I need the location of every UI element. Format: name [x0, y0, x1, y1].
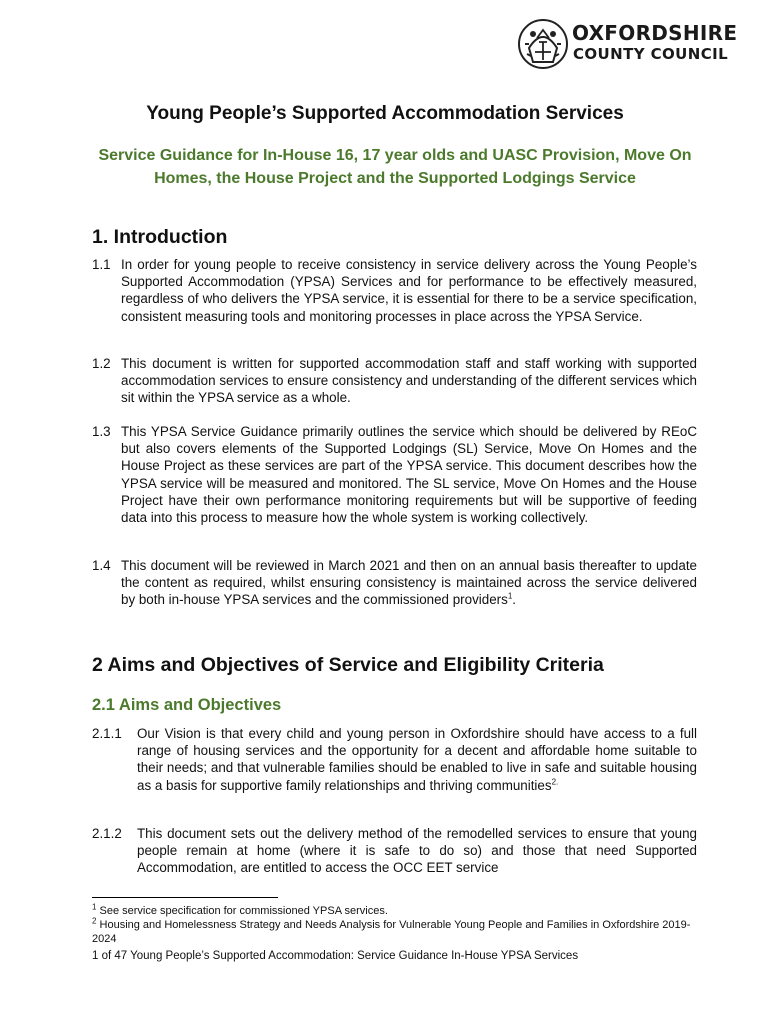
paragraph-body: Our Vision is that every child and young person in Oxfordshire should have access to a full range of housing services and the opportunity for a decent and affordable home suitable to their needs; and that vulnerable families should be enabled to live in safe and suitable housing as a basis for supportive family relationships and thriving communities — [137, 726, 697, 793]
footnote-ref: 1 — [507, 591, 513, 601]
paragraph-body: This document will be reviewed in March 2021 and then on an annual basis thereafter to update the content as required, whilst ensuring consistency is maintained across the service delivered by both in-house YPSA services and the commissioned providers — [121, 558, 697, 608]
paragraph-number: 1.1 — [92, 257, 111, 272]
paragraph-text: This document sets out the delivery method of the remodelled services to ensure that young people remain at home (where it is safe to do so) and those that need Supported Accommodation, are entitled to access the OCC EET service — [137, 826, 697, 876]
paragraph-1-3 — [92, 423, 697, 526]
footnote-1 — [92, 902, 704, 919]
page-footer: 1 of 47 Young People’s Supported Accommodation: Service Guidance In-House YPSA Services — [92, 950, 579, 962]
paragraph-text — [121, 557, 697, 609]
footnote-divider — [92, 897, 278, 898]
paragraph-1-1 — [92, 256, 697, 325]
paragraph-text — [137, 725, 697, 794]
section-2-heading: 2 Aims and Objectives of Service and Eligibility Criteria — [92, 654, 604, 676]
footnote-mark: 2 — [92, 916, 97, 926]
footnote-2 — [92, 916, 704, 946]
section-2-1-heading: 2.1 Aims and Objectives — [92, 696, 282, 714]
footnote-mark: 1 — [92, 902, 97, 912]
paragraph-number: 1.2 — [92, 356, 111, 371]
paragraph-number: 1.3 — [92, 424, 111, 439]
council-crest-icon — [517, 18, 569, 70]
footnote-text: See service specification for commissioned YPSA services. — [96, 905, 388, 917]
paragraph-number: 2.1.1 — [92, 726, 122, 741]
paragraph-number: 2.1.2 — [92, 826, 122, 841]
logo-text-line1: OXFORDSHIRE — [572, 21, 738, 45]
paragraph-1-2 — [92, 355, 697, 407]
council-logo — [517, 18, 749, 70]
paragraph-tail: . — [512, 592, 516, 608]
paragraph-text: In order for young people to receive consistency in service delivery across the Young People’s Supported Accommodation (YPSA) Services and for performance to be effectively measured, regardless of who delivers the YPSA service, it is essential for there to be a service specification, consistent measuring tools and monitoring processes in place across the YPSA Service. — [121, 257, 697, 324]
document-title: Young People’s Supported Accommodation Services — [146, 103, 624, 124]
paragraph-text: This document is written for supported accommodation staff and staff working with supported accommodation services to ensure consistency and understanding of the different services which sit within the YPSA service as a whole. — [121, 356, 697, 406]
paragraph-2-1-1 — [92, 725, 697, 794]
paragraph-text: This YPSA Service Guidance primarily outlines the service which should be delivered by REoC but also covers elements of the Supported Lodgings (SL) Service, Move On Homes and the House Project as these services are part of the YPSA service. This document describes how the YPSA service will be measured and monitored. The SL service, Move On Homes and the House Project have their own performance monitoring requirements but will be supportive of feeding data into this process to measure how the whole system is working collectively. — [121, 424, 697, 526]
logo-text-line2: COUNTY COUNCIL — [573, 45, 729, 63]
footnote-text: Housing and Homelessness Strategy and Needs Analysis for Vulnerable Young People and Families in Oxfordshire 2019-2024 — [92, 919, 691, 945]
section-1-heading: 1. Introduction — [92, 226, 228, 248]
paragraph-2-1-2 — [92, 825, 697, 877]
document-subtitle: Service Guidance for In-House 16, 17 year olds and UASC Provision, Move On Homes, the House Project and the Supported Lodgings Service — [98, 147, 692, 187]
footnote-ref: 2. — [551, 777, 559, 787]
paragraph-1-4 — [92, 557, 697, 609]
paragraph-number: 1.4 — [92, 558, 111, 573]
